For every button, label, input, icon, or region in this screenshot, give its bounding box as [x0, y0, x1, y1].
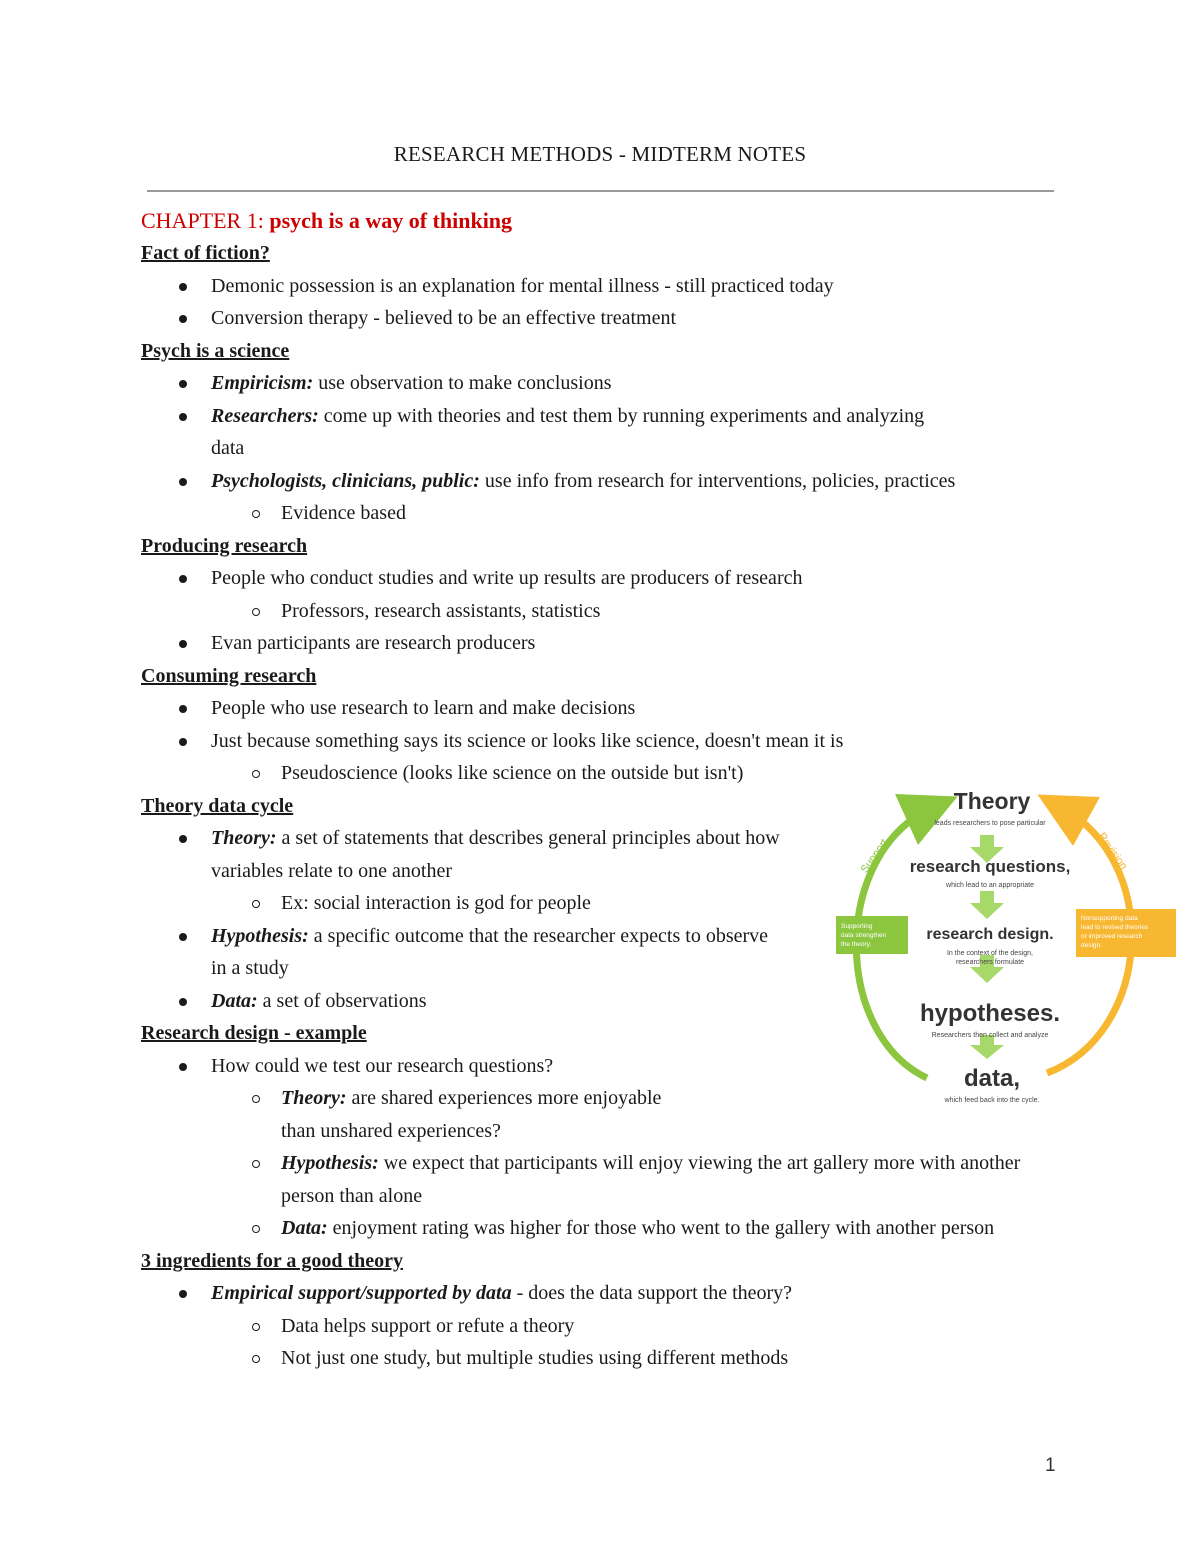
term: Hypothesis: [281, 1152, 379, 1174]
list-item [141, 562, 1061, 627]
chapter-topic: psych is a way of thinking [263, 208, 513, 233]
nonsupporting-box-line: design. [1081, 942, 1102, 949]
stage-design-caption-2: researchers formulate [955, 959, 1025, 966]
sub-list-item: Professors, research assistants, statistics [211, 595, 1061, 628]
section-heading-science: Psych is a science [141, 339, 290, 362]
term: Empiricism: [211, 372, 314, 394]
item-text: Just because something says its science or looks like science, doesn't mean it is [211, 729, 844, 752]
term: Hypothesis: [211, 924, 309, 947]
term: Theory: [281, 1087, 347, 1109]
sub-list-item [211, 1212, 1041, 1245]
consuming-list [141, 692, 1061, 790]
sub-list-item [211, 1147, 1051, 1212]
definition: use info from research for interventions, policies, practices [479, 469, 956, 492]
sub-list-item [211, 1082, 681, 1147]
stage-design: research design. [926, 926, 1054, 943]
definition: use observation to make conclusions [313, 372, 612, 394]
term: Empirical support/supported by data [211, 1282, 512, 1304]
definition: enjoyment rating was higher for those who went to the gallery with another person [327, 1217, 995, 1239]
producing-list [141, 562, 1061, 660]
list-item [141, 725, 1061, 790]
section-heading-fact: Fact of fiction? [141, 242, 270, 264]
section-heading-consuming: Consuming research [141, 664, 317, 687]
theory-data-cycle-diagram [832, 783, 1180, 1113]
definition: are shared experiences more enjoyable than unshared experiences? [281, 1087, 662, 1142]
term: Researchers: [211, 404, 319, 427]
chapter-label: CHAPTER 1: [141, 208, 264, 233]
definition: a set of observations [257, 989, 427, 1012]
section-heading-producing: Producing research [141, 534, 308, 557]
term: Theory: [211, 827, 277, 849]
sub-list-item: Ex: social interaction is god for people [211, 887, 821, 920]
chapter-heading [141, 204, 1061, 237]
item-text: People who conduct studies and write up results are producers of research [211, 567, 803, 589]
stage-data: data, [963, 1065, 1021, 1092]
supporting-box-line: Supporting [841, 923, 873, 930]
list-item: Demonic possession is an explanation for mental illness - still practiced today [141, 270, 1061, 303]
page-number: 1 [1045, 1455, 1056, 1476]
section-heading-design: Research design - example [141, 1022, 367, 1044]
list-item: Evan participants are research producers [141, 627, 1061, 660]
nonsupporting-box-line: Nonsupporting data [1081, 915, 1138, 922]
list-item [141, 367, 1061, 400]
stage-data-caption: which feed back into the cycle. [944, 1097, 1040, 1104]
list-item [141, 822, 821, 920]
stage-theory-caption: leads researchers to pose particular [934, 820, 1046, 827]
supporting-box-line: the theory. [841, 941, 872, 948]
definition: a set of statements that describes general principles about how variables relate to one another [211, 827, 780, 882]
list-item [141, 465, 1061, 530]
stage-questions: research questions, [909, 857, 1071, 876]
stage-design-caption-1: In the context of the design, [946, 950, 1034, 957]
definition: come up with theories and test them by running experiments and analyzing data [211, 404, 925, 459]
item-text: How could we test our research questions? [211, 1054, 554, 1077]
ingredients-list [141, 1277, 1061, 1375]
nonsupporting-box-line: or improved research [1081, 933, 1143, 940]
definition: a specific outcome that the researcher expects to observe in a study [211, 924, 769, 979]
list-item: People who use research to learn and make decisions [141, 692, 1061, 725]
stage-theory: Theory [953, 788, 1031, 814]
list-item: Conversion therapy - believed to be an effective treatment [141, 302, 1061, 335]
list-item [141, 1277, 1061, 1375]
title-divider [147, 190, 1054, 192]
sub-list-item: Not just one study, but multiple studies using different methods [211, 1342, 1061, 1375]
nonsupporting-box-line: lead to revised theories [1081, 924, 1149, 931]
term: Data: [281, 1217, 328, 1239]
stage-hypotheses: hypotheses. [919, 1000, 1061, 1027]
term: Data: [211, 989, 258, 1012]
sub-list-item: Data helps support or refute a theory [211, 1310, 1061, 1343]
fact-list [141, 270, 1061, 335]
list-item [141, 920, 771, 985]
science-list [141, 367, 1061, 530]
definition: we expect that participants will enjoy viewing the art gallery more with another person than alone [281, 1152, 1021, 1207]
stage-questions-caption: which lead to an appropriate [946, 882, 1034, 889]
support-label: Support [858, 837, 891, 876]
revision-label: Revision [1095, 830, 1130, 872]
stage-hypotheses-caption: Researchers then collect and analyze [931, 1032, 1049, 1039]
term: Psychologists, clinicians, public: [211, 469, 480, 492]
list-item [141, 400, 951, 465]
sub-list-item: Evidence based [211, 497, 1061, 530]
definition: - does the data support the theory? [511, 1282, 793, 1304]
section-heading-cycle: Theory data cycle [141, 794, 294, 817]
section-heading-ingredients: 3 ingredients for a good theory [141, 1249, 404, 1272]
sub-list-item: Pseudoscience (looks like science on the outside but isn't) [211, 757, 1061, 790]
supporting-box-line: data strengthen [841, 932, 887, 939]
page-title: RESEARCH METHODS - MIDTERM NOTES [393, 142, 807, 166]
